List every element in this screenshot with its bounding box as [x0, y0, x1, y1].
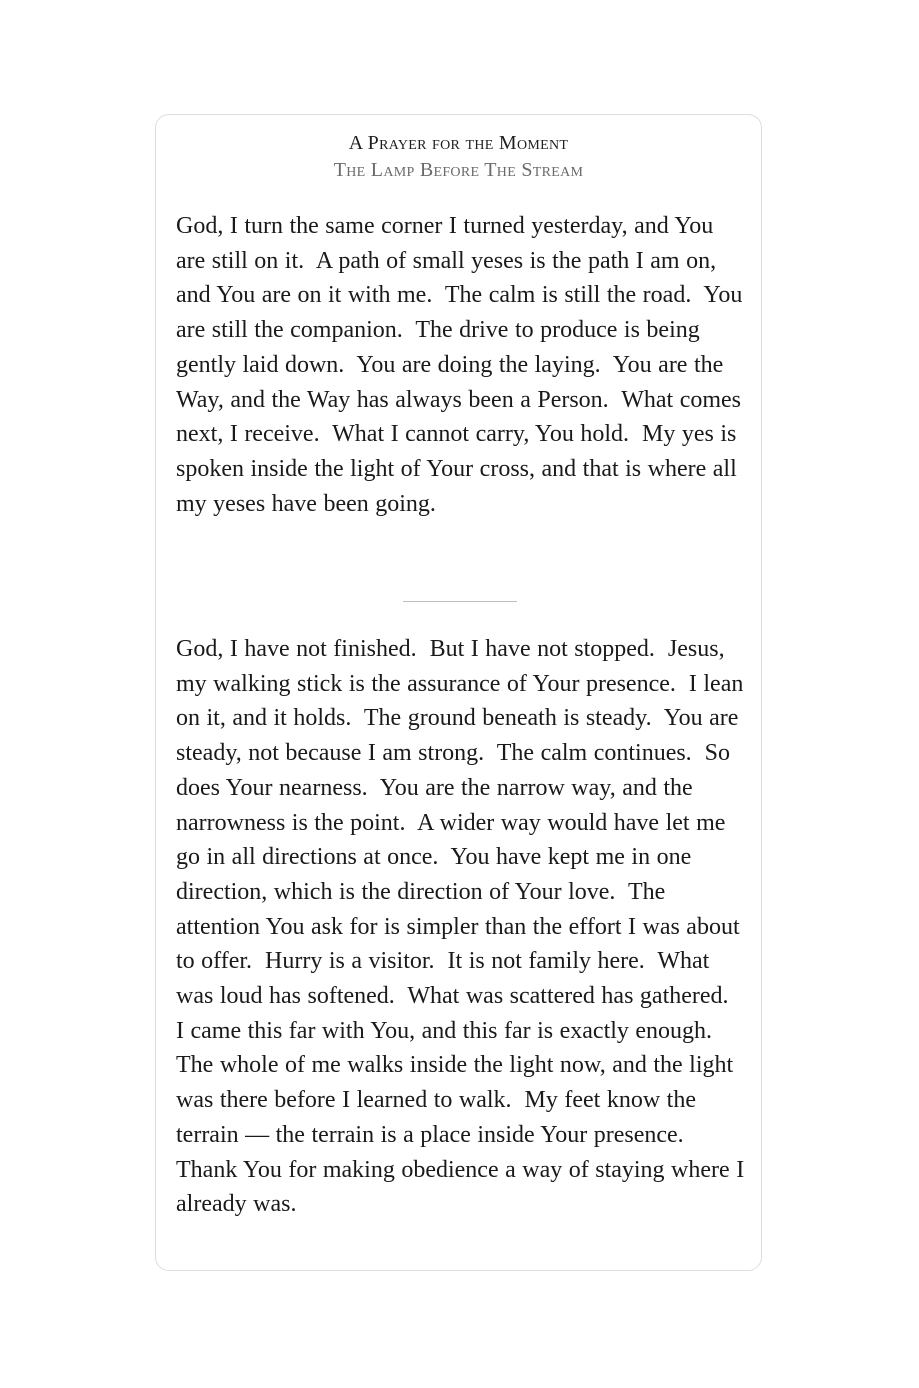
- prayer-subtitle: The Lamp Before The Stream: [333, 159, 584, 181]
- prayer-paragraph-2: God, I have not finished. But I have not stopped. Jesus, my walking stick is the assurance of Your presence. I lean on it, and it holds. The ground beneath is steady. You are steady, not because I am strong. The calm continues. So does Your nearness. You are the narrow way, and the narrowness is the point. A wider way would have let me go in all directions at once. You have kept me in one direction, which is the direction of Your love. The attention You ask for is simpler than the effort I was about to offer. Hurry is a visitor. It is not family here. What was loud has softened. What was scattered has gathered. I came this far with You, and this far is exactly enough. The whole of me walks inside the light now, and the light was there before I learned to walk. My feet know the terrain — the terrain is a place inside Your presence. Thank You for making obedience a way of staying where I already was.: [176, 636, 745, 1218]
- prayer-title: A Prayer for the Moment: [348, 132, 569, 154]
- prayer-card: [155, 114, 762, 1271]
- prayer-paragraph-1: God, I turn the same corner I turned yesterday, and You are still on it. A path of small yeses is the path I am on, and You are on it with me. The calm is still the road. You are still the companion. The drive to produce is being gently laid down. You are doing the laying. You are the Way, and the Way has always been a Person. What comes next, I receive. What I cannot carry, You hold. My yes is spoken inside the light of Your cross, and that is where all my yeses have been going.: [176, 213, 743, 517]
- section-divider: [403, 601, 517, 602]
- card-heading: [156, 130, 761, 184]
